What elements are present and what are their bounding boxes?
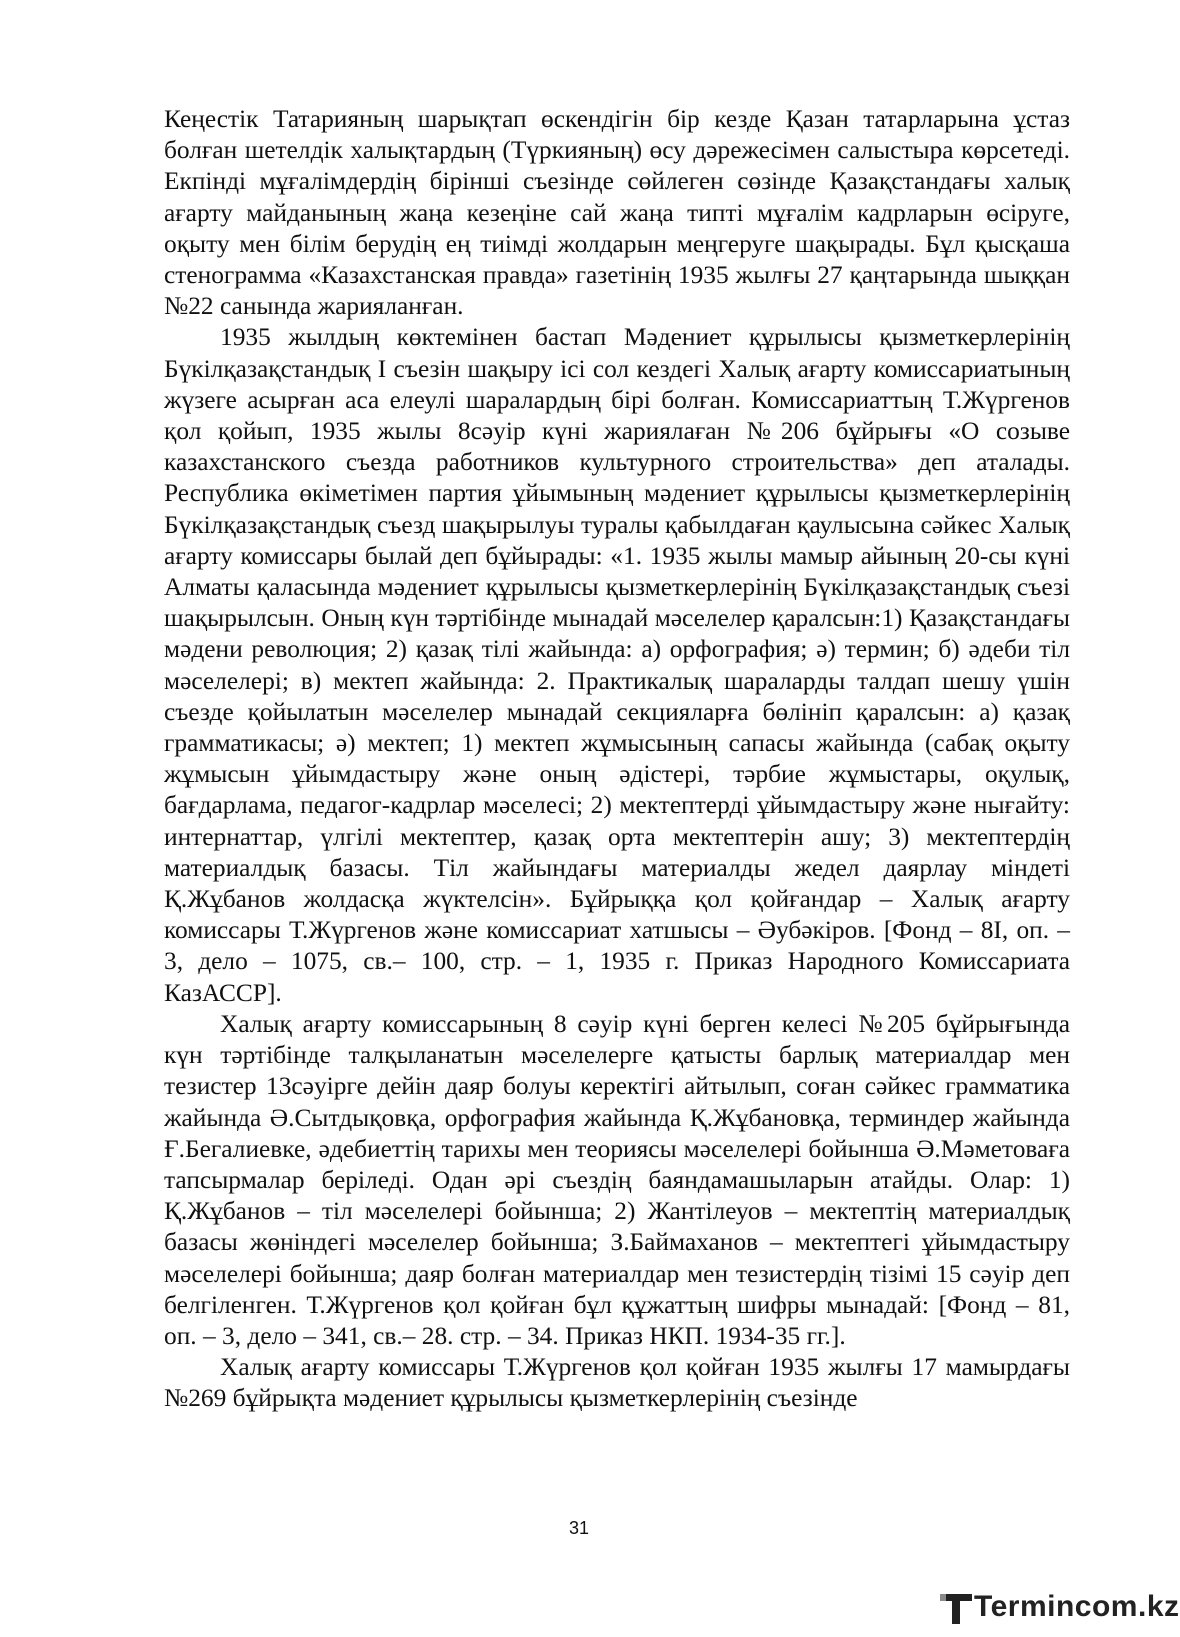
watermark-text: Termincom.kz (974, 1590, 1180, 1623)
paragraph-3: Халық ағарту комиссарының 8 сәуір күні берген келесі №205 бұйрығында күн тәртібінде талқыланатын мәселелерге қатысты барлық материалдар мен тезистер 13сәуірге дейін даяр болуы керектігі айтылып, соған сәйкес грамматика жайында Ә.Сытдықовқа, орфография жайында Қ.Жұбановқа, терминдер жайында Ғ.Бегалиевке, әдебиеттің тарихы мен теориясы мәселелері бойынша Ә.Мәметоваға тапсырмалар беріледі. Одан әрі съездің баяндамашыларын атайды. Олар: 1) Қ.Жұбанов – тіл мәселелері бойынша; 2) Жантілеуов – мектептің материалдық базасы жөніндегі мәселелер бойынша; З.Баймаханов – мектептегі ұйымдастыру мәселелері бойынша; даяр болған материалдар мен тезистердің тізімі 15 сәуір деп белгіленген. Т.Жүргенов қол қойған бұл құжаттың шифры мынадай: [Фонд – 81, оп. – 3, дело – 341, св.– 28. стр. – 34. Приказ НКП. 1934-35 гг.]. (164, 1009, 1070, 1350)
watermark-t-icon (940, 1592, 974, 1626)
page-number: 31 (568, 1518, 590, 1538)
paragraph-2: 1935 жылдың көктемінен бастап Мәдениет құрылысы қызметкерлерінің Бүкілқазақстандық І съезін шақыру ісі сол кездегі Халық ағарту комиссариатының жүзеге асырған аса елеулі шаралардың бірі болған. Комиссариаттың Т.Жүргенов қол қойып, 1935 жылы 8сәуір күні жариялаған №206 бұйрығы «О созыве казахстанского съезда работников культурного строительства» деп аталады. Республика өкіметімен партия ұйымының мәдениет құрылысы қызметкерлерінің Бүкілқазақстандық съезд шақырылуы туралы қабылдаған қаулысына сәйкес Халық ағарту комиссары былай деп бұйырады: «1. 1935 жылы мамыр айының 20-сы күні Алматы қаласында мәдениет құрылысы қызметкерлерінің Бүкілқазақстандық съезі шақырылсын. Оның күн тәртібінде мынадай мәселелер қаралсын:1) Қазақстандағы мәдени революция; 2) қазақ тілі жайында: а) орфография; ә) термин; б) әдеби тіл мәселелері; в) мектеп жайында: 2. Практикалық шараларды талдап шешу үшін съезде қойылатын мәселелер мынадай секцияларға бөлініп қаралсын: а) қазақ грамматикасы; ә) мектеп; 1) мектеп жұмысының сапасы жайында (сабақ оқыту жұмысын ұйымдастыру және оның әдістері, тәрбие жұмыстары, оқулық, бағдарлама, педагог-кадрлар мәселесі; 2) мектептерді ұйымдастыру және нығайту: интернаттар, үлгілі мектептер, қазақ орта мектептерін ашу; 3) мектептердің материалдық базасы. Тіл жайындағы материалды жедел даярлау міндеті Қ.Жұбанов жолдасқа жүктелсін». Бұйрыққа қол қойғандар – Халық ағарту комиссары Т.Жүргенов және комиссариат хатшысы – Әубәкіров. [Фонд – 8І, оп. – 3, дело – 1075, св.– 100, стр. – 1, 1935 г. Приказ Народного Комиссариата КазАССР]. (164, 323, 1070, 1007)
paragraph-4: Халық ағарту комиссары Т.Жүргенов қол қойған 1935 жылғы 17 мамырдағы №269 бұйрықта мәдениет құрылысы қызметкерлерінің съезінде (164, 1353, 1070, 1413)
body-text (164, 104, 1070, 1415)
watermark-logo (940, 1586, 1180, 1630)
paragraph-1: Кеңестік Татарияның шарықтап өскендігін бір кезде Қазан татарларына ұстаз болған шетелдік халықтардың (Түркияның) өсу дәрежесімен салыстыра көрсетеді. Екпінді мұғалімдердің бірінші съезінде сөйлеген сөзінде Қазақстандағы халық ағарту майданының жаңа кезеңіне сай жаңа типті мұғалім кадрларын өсіруге, оқыту мен білім берудің ең тиімді жолдарын меңгеруге шақырады. Бұл қысқаша стенограмма «Казахстанская правда» газетінің 1935 жылғы 27 қаңтарында шыққан №22 санында жарияланған. (164, 105, 1070, 321)
